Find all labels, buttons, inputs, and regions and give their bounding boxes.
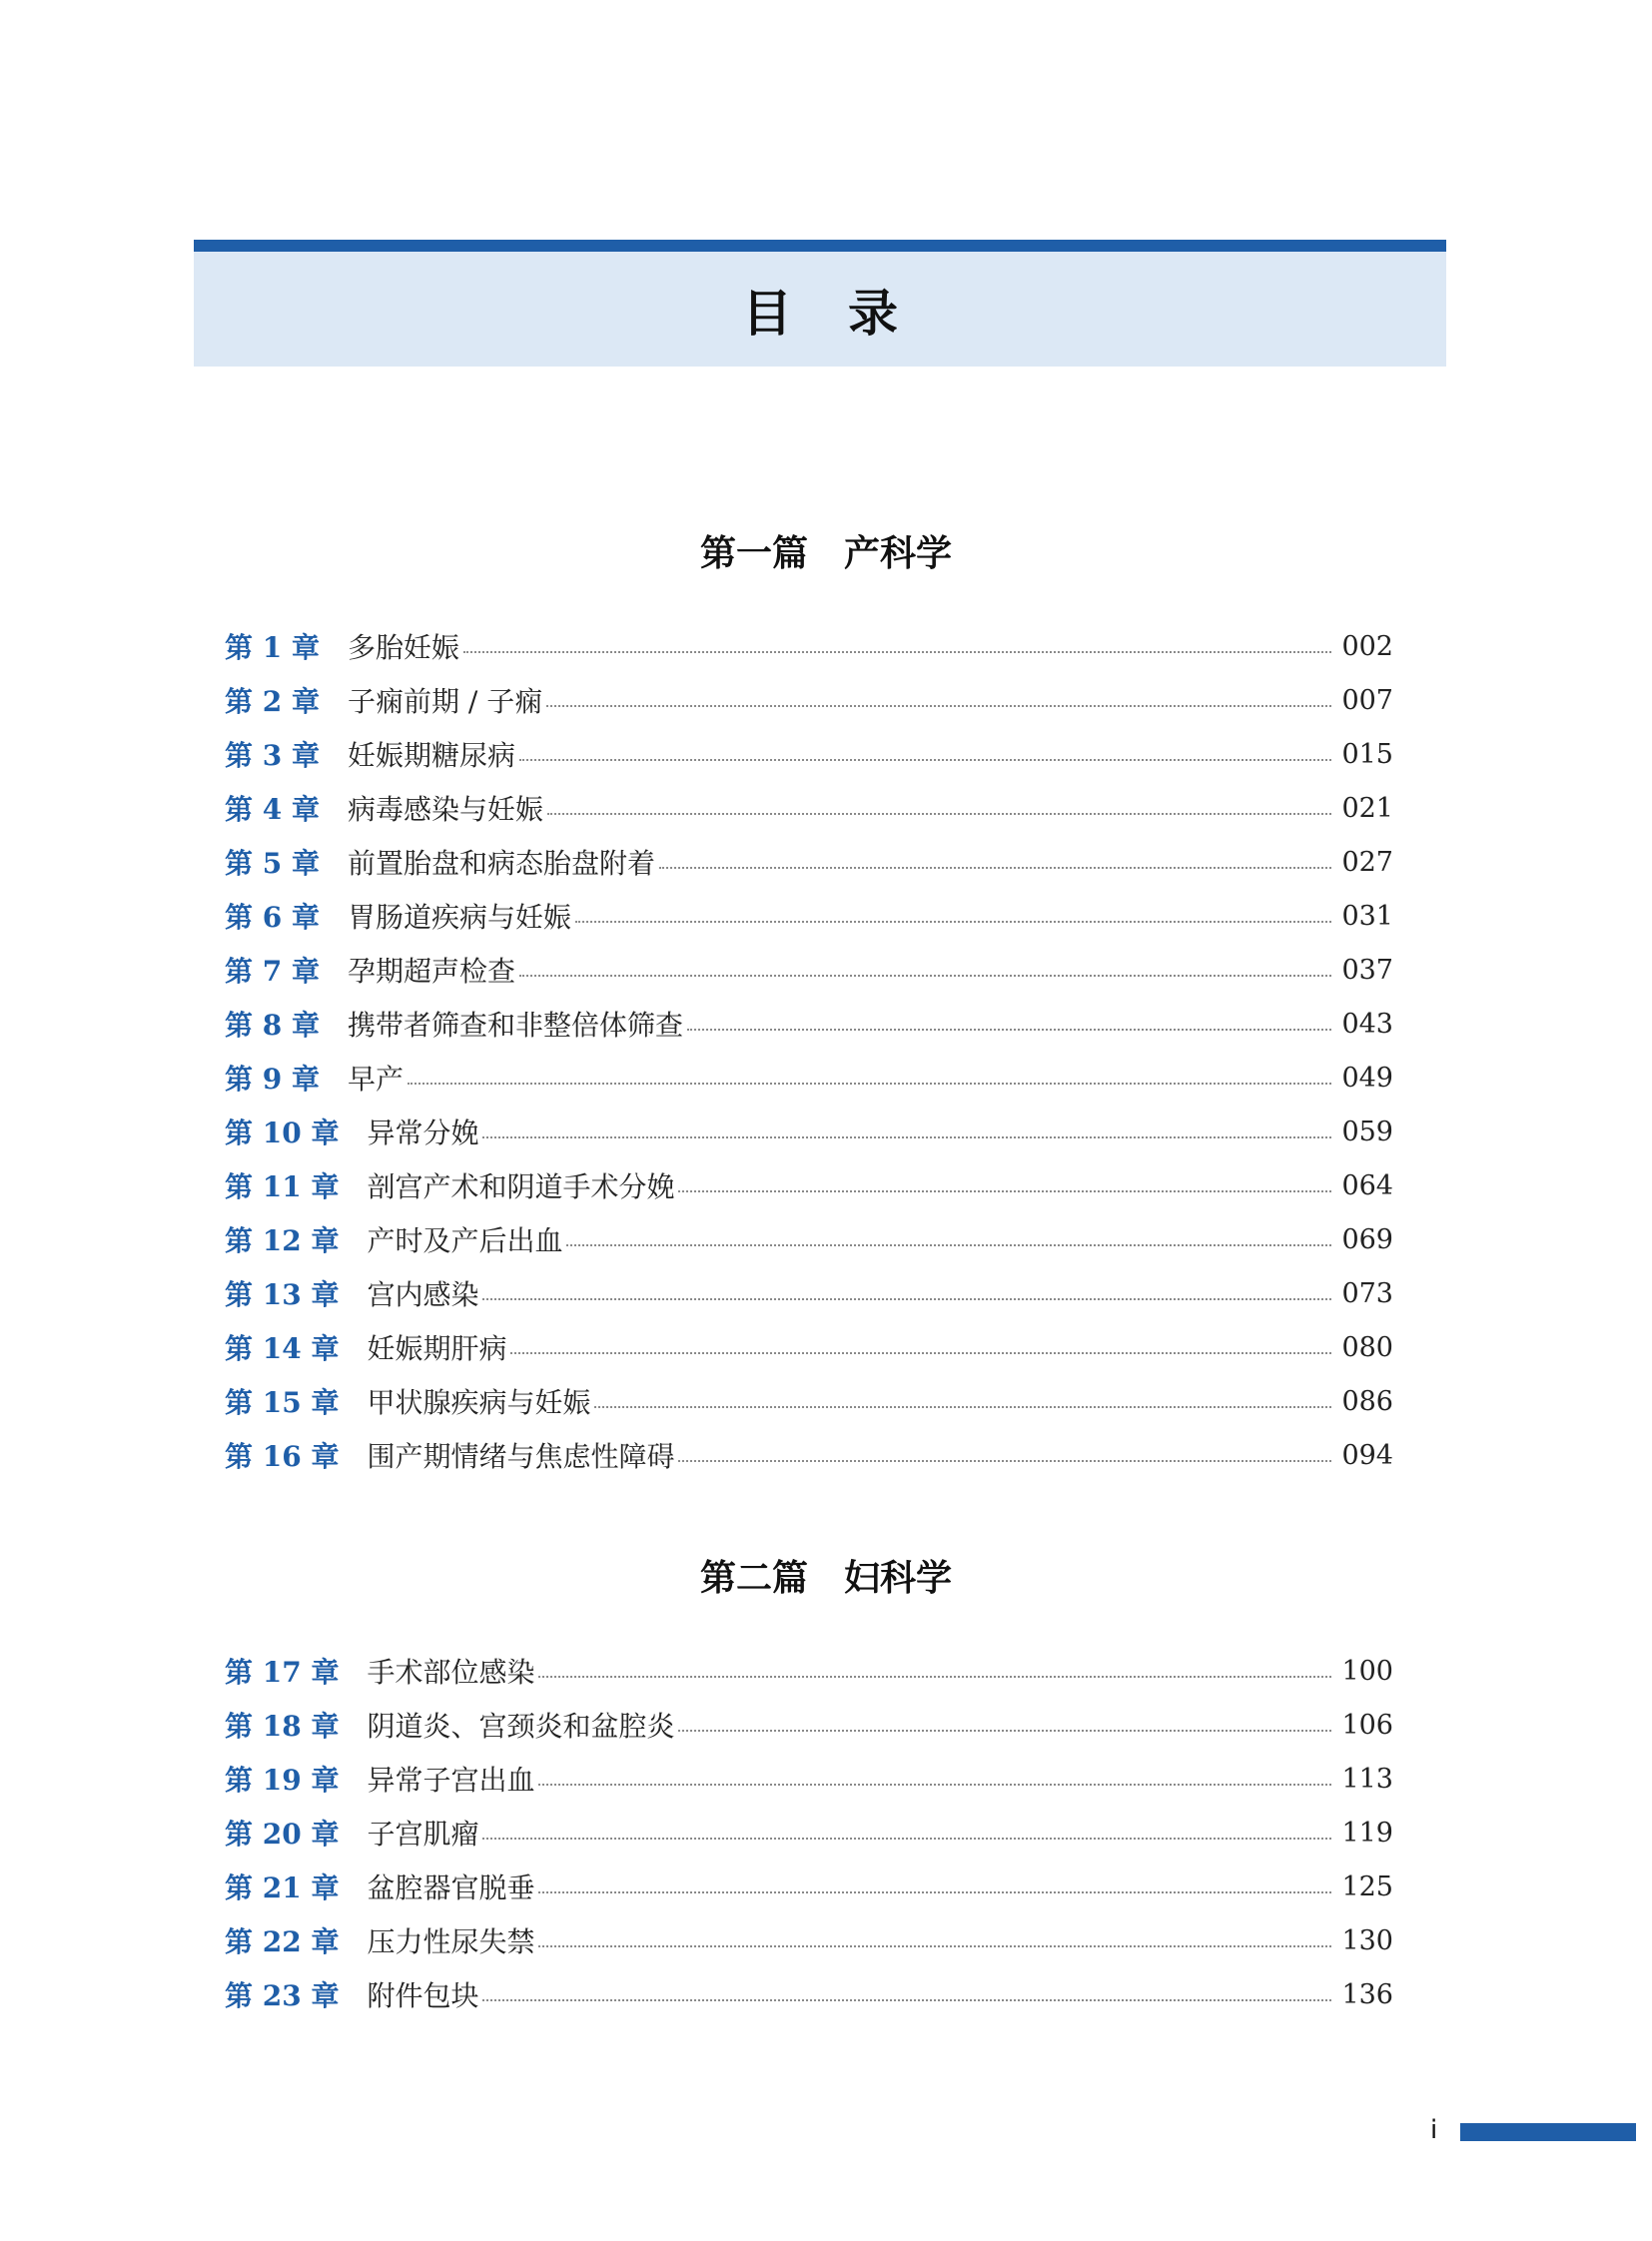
chapter-title: 手术部位感染 — [367, 1656, 535, 1689]
chapter-page-number: 094 — [1341, 1439, 1393, 1471]
chapter-title: 子痫前期 / 子痫 — [347, 685, 543, 718]
chapter-page-number: 100 — [1341, 1655, 1393, 1687]
chapter-number: 第 18 章 — [225, 1710, 340, 1743]
chapter-number: 第 23 章 — [225, 1979, 340, 2012]
toc-entry[interactable] — [225, 1644, 1393, 1698]
chapter-page-number: 136 — [1341, 1978, 1393, 2010]
toc-entry[interactable] — [225, 1913, 1393, 1967]
folio-page-number: i — [1430, 2115, 1438, 2145]
chapter-page-number: 119 — [1341, 1817, 1393, 1849]
dot-leader — [566, 1244, 1331, 1246]
toc-entry[interactable] — [225, 1105, 1393, 1158]
dot-leader — [687, 1029, 1331, 1031]
toc-entry[interactable] — [225, 1051, 1393, 1105]
chapter-page-number: 069 — [1341, 1223, 1393, 1255]
chapter-number: 第 4 章 — [225, 793, 320, 826]
page-title: 目录 — [742, 284, 954, 343]
chapter-page-number: 125 — [1341, 1870, 1393, 1902]
dot-leader — [408, 1083, 1331, 1085]
chapter-number: 第 1 章 — [225, 631, 320, 664]
toc-entry[interactable] — [225, 997, 1393, 1051]
chapter-number: 第 2 章 — [225, 685, 320, 718]
chapter-number: 第 19 章 — [225, 1764, 340, 1797]
chapter-number: 第 15 章 — [225, 1386, 340, 1419]
chapter-number: 第 5 章 — [225, 847, 320, 880]
chapter-title: 妊娠期肝病 — [367, 1332, 507, 1365]
chapter-page-number: 007 — [1341, 684, 1393, 716]
chapter-title: 围产期情绪与焦虑性障碍 — [367, 1440, 675, 1473]
dot-leader — [463, 651, 1331, 653]
dot-leader — [547, 813, 1331, 815]
chapter-number: 第 13 章 — [225, 1278, 340, 1311]
chapter-page-number: 031 — [1341, 900, 1393, 932]
chapter-page-number: 002 — [1341, 630, 1393, 662]
toc-entry[interactable] — [225, 835, 1393, 889]
chapter-title: 异常子宫出血 — [367, 1764, 535, 1797]
folio-bar — [1460, 2123, 1636, 2141]
chapter-number: 第 3 章 — [225, 739, 320, 772]
chapter-title: 压力性尿失禁 — [367, 1925, 535, 1958]
toc-entry[interactable] — [225, 673, 1393, 727]
toc-entry[interactable] — [225, 1698, 1393, 1752]
chapter-title: 甲状腺疾病与妊娠 — [367, 1386, 591, 1419]
chapter-title: 胃肠道疾病与妊娠 — [347, 901, 571, 934]
toc-entry[interactable] — [225, 1158, 1393, 1212]
chapter-page-number: 130 — [1341, 1924, 1393, 1956]
chapter-number: 第 7 章 — [225, 955, 320, 988]
chapter-page-number: 027 — [1341, 846, 1393, 878]
chapter-number: 第 16 章 — [225, 1440, 340, 1473]
chapter-number: 第 11 章 — [225, 1170, 340, 1203]
chapter-page-number: 037 — [1341, 954, 1393, 986]
part-heading-obstetrics: 第一篇 产科学 — [699, 533, 952, 574]
chapter-page-number: 086 — [1341, 1385, 1393, 1417]
chapter-title: 子宫肌瘤 — [367, 1818, 479, 1851]
dot-leader — [659, 867, 1331, 869]
chapter-page-number: 043 — [1341, 1008, 1393, 1040]
chapter-page-number: 073 — [1341, 1277, 1393, 1309]
dot-leader — [482, 1298, 1331, 1300]
chapter-number: 第 10 章 — [225, 1117, 340, 1149]
toc-entry[interactable] — [225, 727, 1393, 781]
dot-leader — [510, 1352, 1331, 1354]
chapter-title: 盆腔器官脱垂 — [367, 1871, 535, 1904]
title-band — [194, 252, 1446, 367]
toc-list-gynecology — [225, 1644, 1393, 2021]
toc-entry[interactable] — [225, 1320, 1393, 1374]
chapter-page-number: 059 — [1341, 1116, 1393, 1147]
chapter-number: 第 6 章 — [225, 901, 320, 934]
dot-leader — [519, 759, 1331, 761]
toc-entry[interactable] — [225, 1752, 1393, 1806]
toc-entry[interactable] — [225, 1266, 1393, 1320]
chapter-page-number: 106 — [1341, 1709, 1393, 1741]
dot-leader — [538, 1784, 1331, 1786]
chapter-number: 第 8 章 — [225, 1009, 320, 1042]
chapter-number: 第 14 章 — [225, 1332, 340, 1365]
toc-entry[interactable] — [225, 1212, 1393, 1266]
chapter-title: 产时及产后出血 — [367, 1224, 563, 1257]
toc-entry[interactable] — [225, 1860, 1393, 1913]
dot-leader — [482, 1136, 1331, 1138]
toc-entry[interactable] — [225, 1806, 1393, 1860]
dot-leader — [482, 1838, 1331, 1840]
dot-leader — [519, 975, 1331, 977]
chapter-page-number: 113 — [1341, 1763, 1393, 1795]
chapter-title: 携带者筛查和非整倍体筛查 — [347, 1009, 683, 1042]
chapter-title: 阴道炎、宫颈炎和盆腔炎 — [367, 1710, 675, 1743]
toc-entry[interactable] — [225, 1374, 1393, 1428]
chapter-page-number: 080 — [1341, 1331, 1393, 1363]
chapter-title: 异常分娩 — [367, 1117, 479, 1149]
chapter-page-number: 021 — [1341, 792, 1393, 824]
chapter-title: 妊娠期糖尿病 — [347, 739, 515, 772]
toc-list-obstetrics — [225, 619, 1393, 1482]
chapter-title: 多胎妊娠 — [347, 631, 459, 664]
chapter-page-number: 064 — [1341, 1169, 1393, 1201]
chapter-title: 剖宫产术和阴道手术分娩 — [367, 1170, 675, 1203]
chapter-number: 第 17 章 — [225, 1656, 340, 1689]
chapter-number: 第 20 章 — [225, 1818, 340, 1851]
toc-entry[interactable] — [225, 781, 1393, 835]
toc-entry[interactable] — [225, 1428, 1393, 1482]
chapter-page-number: 015 — [1341, 738, 1393, 770]
title-top-rule — [194, 240, 1446, 252]
dot-leader — [538, 1676, 1331, 1678]
part-heading-gynecology: 第二篇 妇科学 — [699, 1558, 952, 1599]
chapter-number: 第 21 章 — [225, 1871, 340, 1904]
dot-leader — [575, 921, 1331, 923]
dot-leader — [678, 1730, 1331, 1732]
dot-leader — [546, 705, 1331, 707]
chapter-title: 早产 — [347, 1063, 404, 1096]
toc-entry[interactable] — [225, 943, 1393, 997]
toc-entry[interactable] — [225, 619, 1393, 673]
chapter-title: 附件包块 — [367, 1979, 479, 2012]
chapter-title: 孕期超声检查 — [347, 955, 515, 988]
dot-leader — [538, 1945, 1331, 1947]
dot-leader — [678, 1460, 1331, 1462]
dot-leader — [538, 1891, 1331, 1893]
dot-leader — [482, 1999, 1331, 2001]
chapter-number: 第 12 章 — [225, 1224, 340, 1257]
chapter-title: 病毒感染与妊娠 — [347, 793, 543, 826]
toc-entry[interactable] — [225, 1967, 1393, 2021]
chapter-page-number: 049 — [1341, 1062, 1393, 1094]
chapter-number: 第 22 章 — [225, 1925, 340, 1958]
toc-entry[interactable] — [225, 889, 1393, 943]
dot-leader — [678, 1190, 1331, 1192]
chapter-number: 第 9 章 — [225, 1063, 320, 1096]
dot-leader — [594, 1406, 1331, 1408]
chapter-title: 前置胎盘和病态胎盘附着 — [347, 847, 655, 880]
chapter-title: 宫内感染 — [367, 1278, 479, 1311]
